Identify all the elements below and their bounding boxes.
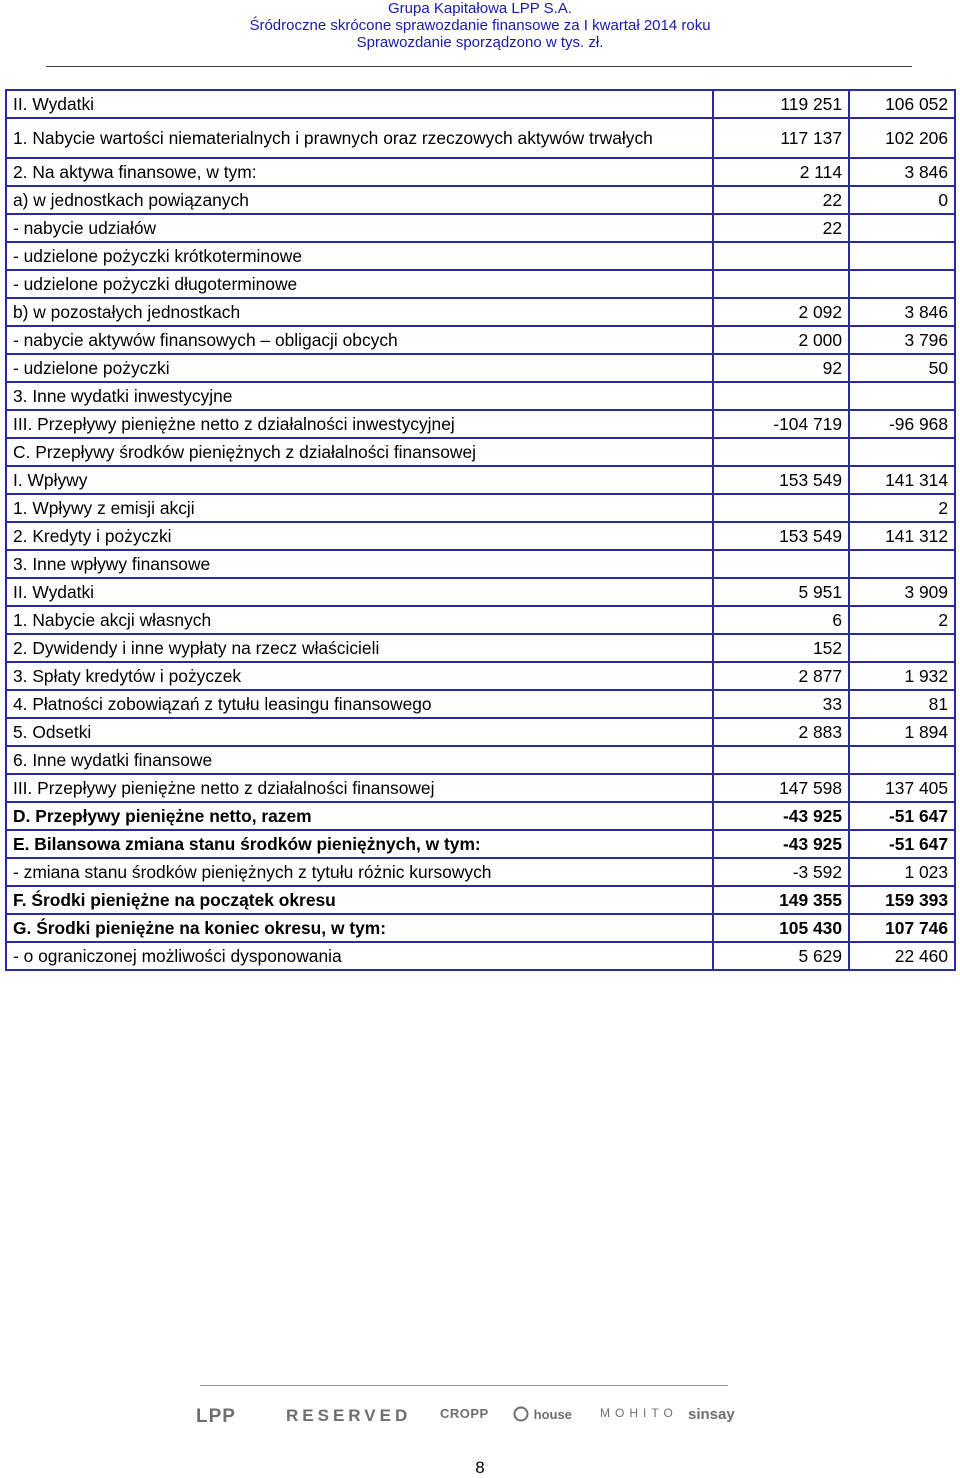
table-row: [6, 606, 955, 634]
footer-divider: [200, 1385, 728, 1386]
row-label: 3. Inne wydatki inwestycyjne: [6, 382, 713, 410]
value-period-2014: [713, 382, 849, 410]
logo-mohito: MOHITO: [600, 1406, 678, 1420]
table-row: [6, 522, 955, 550]
value-period-2013: -96 968: [849, 410, 955, 438]
value-period-2014: 5 629: [713, 942, 849, 970]
value-period-2014: [713, 242, 849, 270]
value-period-2013: 141 312: [849, 522, 955, 550]
table-row: [6, 466, 955, 494]
row-label: 5. Odsetki: [6, 718, 713, 746]
value-period-2013: -51 647: [849, 830, 955, 858]
table-row: [6, 438, 955, 466]
row-label: 3. Spłaty kredytów i pożyczek: [6, 662, 713, 690]
row-label: III. Przepływy pieniężne netto z działalności inwestycyjnej: [6, 410, 713, 438]
table-row: [6, 354, 955, 382]
value-period-2013: 81: [849, 690, 955, 718]
row-label: C. Przepływy środków pieniężnych z działalności finansowej: [6, 438, 713, 466]
row-label: 1. Nabycie wartości niematerialnych i prawnych oraz rzeczowych aktywów trwałych: [6, 118, 713, 158]
value-period-2013: 141 314: [849, 466, 955, 494]
row-label: - udzielone pożyczki krótkoterminowe: [6, 242, 713, 270]
row-label: II. Wydatki: [6, 578, 713, 606]
logo-house: [512, 1406, 572, 1422]
row-label: G. Środki pieniężne na koniec okresu, w tym:: [6, 914, 713, 942]
value-period-2014: 119 251: [713, 90, 849, 118]
table-row: [6, 858, 955, 886]
row-label: 2. Na aktywa finansowe, w tym:: [6, 158, 713, 186]
table-row: [6, 802, 955, 830]
table-row: [6, 494, 955, 522]
table-row: [6, 270, 955, 298]
table-row: [6, 298, 955, 326]
value-period-2013: 1 932: [849, 662, 955, 690]
value-period-2013: [849, 242, 955, 270]
value-period-2014: 2 000: [713, 326, 849, 354]
row-label: 6. Inne wydatki finansowe: [6, 746, 713, 774]
table-row: [6, 662, 955, 690]
value-period-2013: 0: [849, 186, 955, 214]
value-period-2014: [713, 270, 849, 298]
value-period-2014: 92: [713, 354, 849, 382]
table-row: [6, 942, 955, 970]
row-label: E. Bilansowa zmiana stanu środków pieniężnych, w tym:: [6, 830, 713, 858]
value-period-2014: 152: [713, 634, 849, 662]
row-label: 1. Wpływy z emisji akcji: [6, 494, 713, 522]
value-period-2013: [849, 270, 955, 298]
value-period-2013: 2: [849, 494, 955, 522]
value-period-2013: 2: [849, 606, 955, 634]
table-row: [6, 774, 955, 802]
value-period-2014: 6: [713, 606, 849, 634]
row-label: - udzielone pożyczki długoterminowe: [6, 270, 713, 298]
logo-lpp: LPP: [196, 1406, 236, 1427]
table-row: [6, 118, 955, 158]
value-period-2014: 117 137: [713, 118, 849, 158]
row-label: 1. Nabycie akcji własnych: [6, 606, 713, 634]
currency-note: Sprawozdanie sporządzono w tys. zł.: [356, 34, 604, 51]
row-label: 4. Płatności zobowiązań z tytułu leasingu finansowego: [6, 690, 713, 718]
table-row: [6, 410, 955, 438]
page-header: [0, 0, 960, 51]
row-label: - zmiana stanu środków pieniężnych z tytułu różnic kursowych: [6, 858, 713, 886]
row-label: III. Przepływy pieniężne netto z działalności finansowej: [6, 774, 713, 802]
value-period-2014: [713, 746, 849, 774]
table-row: [6, 382, 955, 410]
value-period-2013: [849, 438, 955, 466]
cash-flow-table: [5, 89, 956, 971]
value-period-2013: 3 909: [849, 578, 955, 606]
header-divider: [46, 66, 912, 67]
value-period-2014: 149 355: [713, 886, 849, 914]
row-label: b) w pozostałych jednostkach: [6, 298, 713, 326]
row-label: - o ograniczonej możliwości dysponowania: [6, 942, 713, 970]
table-row: [6, 242, 955, 270]
value-period-2014: 105 430: [713, 914, 849, 942]
table-row: [6, 886, 955, 914]
report-title: Śródroczne skrócone sprawozdanie finansowe za I kwartał 2014 roku: [249, 17, 711, 34]
value-period-2013: 22 460: [849, 942, 955, 970]
row-label: 3. Inne wpływy finansowe: [6, 550, 713, 578]
row-label: - nabycie udziałów: [6, 214, 713, 242]
row-label: I. Wpływy: [6, 466, 713, 494]
row-label: F. Środki pieniężne na początek okresu: [6, 886, 713, 914]
value-period-2014: 153 549: [713, 466, 849, 494]
value-period-2013: -51 647: [849, 802, 955, 830]
value-period-2013: 106 052: [849, 90, 955, 118]
value-period-2014: 2 114: [713, 158, 849, 186]
logo-cropp: CROPP: [440, 1406, 489, 1421]
value-period-2014: 2 092: [713, 298, 849, 326]
logo-reserved: RESERVED: [286, 1406, 412, 1425]
row-label: II. Wydatki: [6, 90, 713, 118]
value-period-2013: [849, 382, 955, 410]
value-period-2013: 3 796: [849, 326, 955, 354]
value-period-2013: 102 206: [849, 118, 955, 158]
company-name: Grupa Kapitałowa LPP S.A.: [388, 0, 572, 17]
value-period-2013: [849, 634, 955, 662]
value-period-2013: 1 023: [849, 858, 955, 886]
brand-logos: [196, 1402, 736, 1432]
row-label: - udzielone pożyczki: [6, 354, 713, 382]
row-label: 2. Kredyty i pożyczki: [6, 522, 713, 550]
value-period-2014: 22: [713, 214, 849, 242]
value-period-2013: 137 405: [849, 774, 955, 802]
table-row: [6, 914, 955, 942]
value-period-2014: -104 719: [713, 410, 849, 438]
value-period-2014: [713, 438, 849, 466]
value-period-2013: [849, 746, 955, 774]
value-period-2014: 153 549: [713, 522, 849, 550]
value-period-2014: 22: [713, 186, 849, 214]
value-period-2013: 3 846: [849, 298, 955, 326]
house-logo-icon: [512, 1406, 530, 1422]
value-period-2014: [713, 494, 849, 522]
logo-house-text: house: [533, 1407, 572, 1422]
table-row: [6, 186, 955, 214]
value-period-2014: 2 877: [713, 662, 849, 690]
value-period-2013: [849, 550, 955, 578]
value-period-2014: 2 883: [713, 718, 849, 746]
table-row: [6, 634, 955, 662]
row-label: a) w jednostkach powiązanych: [6, 186, 713, 214]
value-period-2014: -43 925: [713, 830, 849, 858]
table-row: [6, 90, 955, 118]
value-period-2013: [849, 214, 955, 242]
row-label: D. Przepływy pieniężne netto, razem: [6, 802, 713, 830]
value-period-2014: 147 598: [713, 774, 849, 802]
value-period-2014: 33: [713, 690, 849, 718]
value-period-2013: 3 846: [849, 158, 955, 186]
table-row: [6, 550, 955, 578]
value-period-2014: -3 592: [713, 858, 849, 886]
table-row: [6, 830, 955, 858]
value-period-2013: 107 746: [849, 914, 955, 942]
value-period-2014: -43 925: [713, 802, 849, 830]
table-row: [6, 718, 955, 746]
value-period-2014: [713, 550, 849, 578]
value-period-2013: 159 393: [849, 886, 955, 914]
logo-sinsay: sinsay: [688, 1406, 735, 1423]
row-label: - nabycie aktywów finansowych – obligacji obcych: [6, 326, 713, 354]
value-period-2014: 5 951: [713, 578, 849, 606]
table-row: [6, 746, 955, 774]
row-label: 2. Dywidendy i inne wypłaty na rzecz właścicieli: [6, 634, 713, 662]
table-row: [6, 158, 955, 186]
table-row: [6, 690, 955, 718]
table-row: [6, 214, 955, 242]
page-number: 8: [475, 1458, 485, 1477]
value-period-2013: 1 894: [849, 718, 955, 746]
value-period-2013: 50: [849, 354, 955, 382]
table-row: [6, 578, 955, 606]
table-row: [6, 326, 955, 354]
